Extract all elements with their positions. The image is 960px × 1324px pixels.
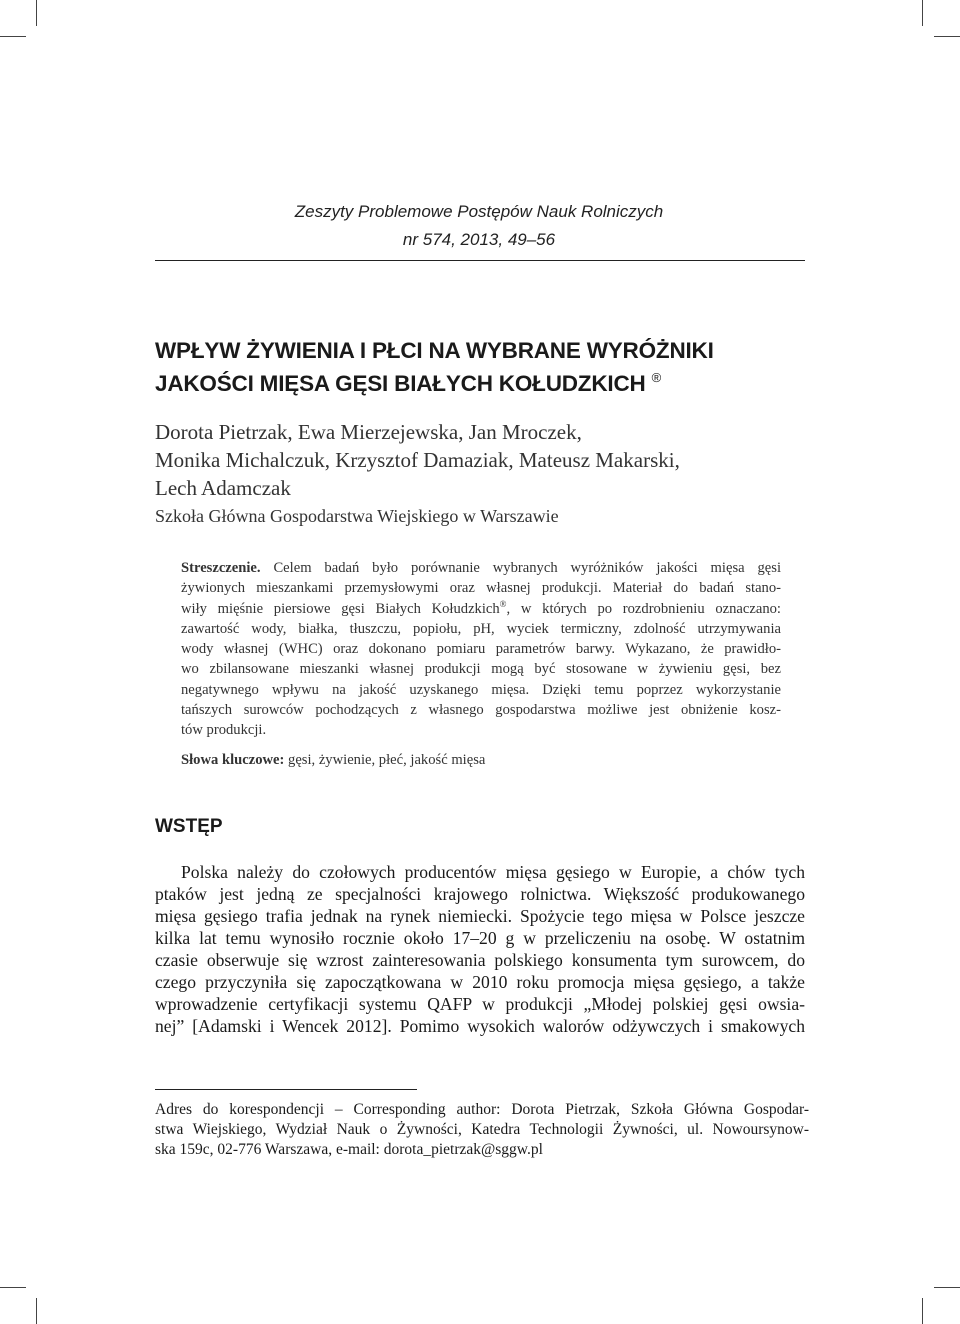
authors-line-3: Lech Adamczak xyxy=(155,476,291,500)
keywords xyxy=(181,752,781,769)
footnote-line: ska 159c, 02-776 Warszawa, e-mail: dorota_pietrzak@sggw.pl xyxy=(155,1141,543,1158)
abstract-line: zawartość wody, białka, tłuszczu, popiołu, pH, wyciek termiczny, zdolność utrzymywania xyxy=(181,620,781,637)
body-line: ptaków jest jedną ze specjalności krajowego rolnictwa. Większość produkowanego xyxy=(155,884,805,904)
keywords-label: Słowa kluczowe: xyxy=(181,752,285,768)
crop-mark-top-right-h xyxy=(934,36,960,37)
header-rule xyxy=(155,260,805,261)
crop-mark-bottom-left xyxy=(36,1298,37,1324)
authors-line-1: Dorota Pietrzak, Ewa Mierzejewska, Jan Mroczek, xyxy=(155,420,582,444)
crop-mark-top-left-h xyxy=(0,36,26,37)
journal-issue: nr 574, 2013, 49–56 xyxy=(402,230,556,249)
title-line-2: JAKOŚCI MIĘSA GĘSI BIAŁYCH KOŁUDZKICH ® xyxy=(155,370,661,396)
crop-mark-bottom-left-h xyxy=(0,1287,26,1288)
registered-mark: ® xyxy=(499,598,507,609)
body-line: kilka lat temu wynosiło rocznie około 17–20 g w przeliczeniu na osobę. W ostatnim xyxy=(155,928,805,948)
body-line: czasie obserwuje się wzrost zainteresowania polskiego konsumenta tym surowcem, do xyxy=(155,950,805,970)
journal-name: Zeszyty Problemowe Postępów Nauk Rolniczych xyxy=(294,202,664,221)
crop-mark-bottom-right-h xyxy=(934,1287,960,1288)
crop-mark-bottom-right xyxy=(922,1298,923,1324)
keywords-text: gęsi, żywienie, płeć, jakość mięsa xyxy=(284,752,486,768)
abstract-line: tów produkcji. xyxy=(181,722,267,739)
author-list xyxy=(155,418,815,502)
correspondence-footnote xyxy=(155,1100,809,1160)
body-line: czego przyczyniła się zapoczątkowana w 2010 roku promocja mięsa gęsiego, a także xyxy=(155,972,805,992)
abstract-line: wody własnej (WHC) oraz dokonano pomiaru parametrów barwy. Wykazano, że prawidło- xyxy=(181,641,781,658)
abstract-line: Streszczenie. Celem badań było porównanie wybranych wyróżników jakości mięsa gęsi xyxy=(181,560,781,576)
crop-mark-top-right xyxy=(922,0,923,26)
crop-mark-top-left xyxy=(36,0,37,26)
abstract-line: wo zbilansowane mieszanki własnej produkcji mogą być stosowane w żywieniu gęsi, bez xyxy=(181,661,781,678)
registered-mark: ® xyxy=(651,370,661,385)
title-line-1: WPŁYW ŻYWIENIA I PŁCI NA WYBRANE WYRÓŻNIKI xyxy=(155,338,714,363)
paper-title xyxy=(155,337,815,397)
body-line: wprowadzenie certyfikacji systemu QAFP w produkcji „Młodej polskiej gęsi owsia- xyxy=(155,994,805,1014)
footnote-rule xyxy=(155,1089,417,1090)
abstract-label: Streszczenie. xyxy=(181,560,261,576)
footnote-line: Adres do korespondencji – Corresponding author: Dorota Pietrzak, Szkoła Główna Gospodar- xyxy=(155,1101,809,1118)
affiliation: Szkoła Główna Gospodarstwa Wiejskiego w Warszawie xyxy=(155,506,559,526)
authors-line-2: Monika Michalczuk, Krzysztof Damaziak, Mateusz Makarski, xyxy=(155,448,680,472)
abstract-line: tańszych surowców pochodzących z własnego gospodarstwa możliwe jest obniżenie kosz- xyxy=(181,702,781,719)
section-body xyxy=(155,861,805,1037)
abstract-line: żywionych mieszankami przemysłowymi oraz własnej produkcji. Materiał do badań stano- xyxy=(181,580,781,597)
body-line: Polska należy do czołowych producentów mięsa gęsiego w Europie, a chów tych xyxy=(181,862,805,882)
abstract-line: wiły mięśnie piersiowe gęsi Białych Kołudzkich®, w których po rozdrobnieniu oznaczano: xyxy=(181,598,781,617)
section-heading: WSTĘP xyxy=(155,816,223,837)
footnote-line: stwa Wiejskiego, Wydział Nauk o Żywności, Katedra Technologii Żywności, ul. Nowoursynow- xyxy=(155,1121,809,1138)
abstract-line: negatywnego wpływu na jakość uzyskanego mięsa. Dzięki temu poprzez wykorzystanie xyxy=(181,681,781,698)
body-line: mięsa gęsiego trafia jednak na rynek niemiecki. Spożycie tego mięsa w Polsce jeszcze xyxy=(155,906,805,926)
abstract xyxy=(181,558,781,741)
body-line: nej” [Adamski i Wencek 2012]. Pomimo wysokich walorów odżywczych i smakowych xyxy=(155,1016,805,1036)
